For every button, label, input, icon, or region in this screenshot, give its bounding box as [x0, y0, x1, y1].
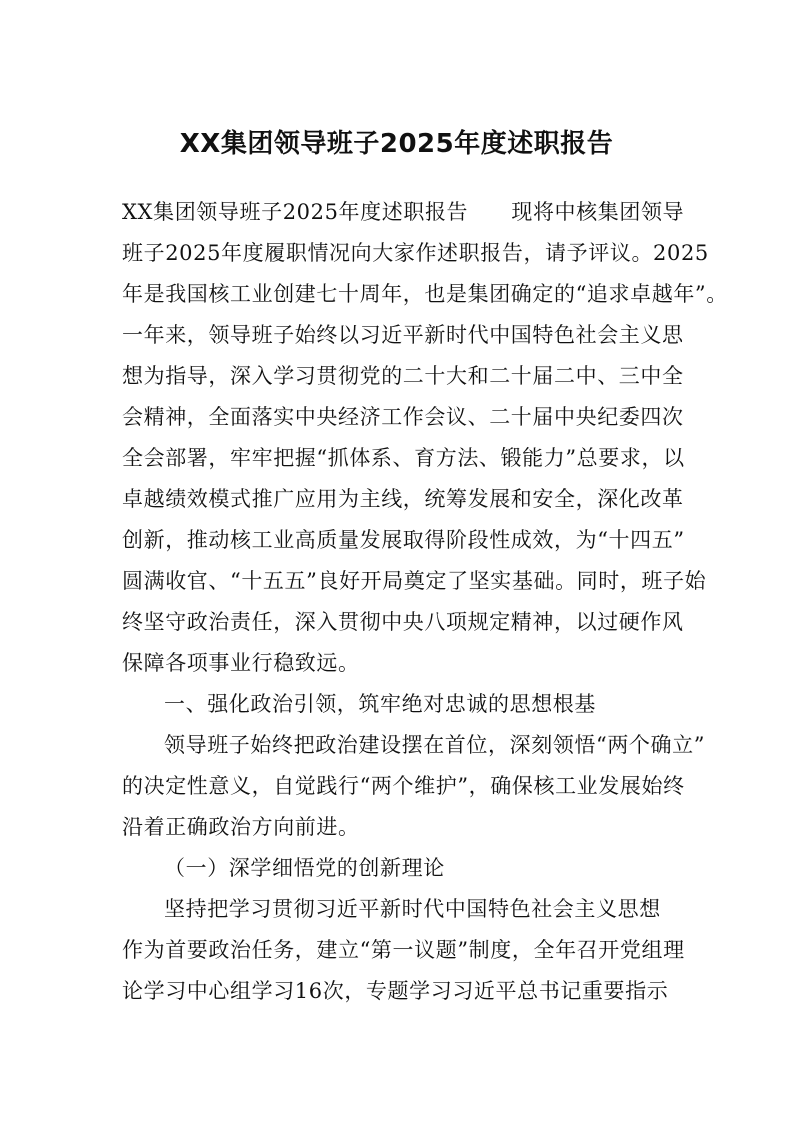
- paragraph-line: 坚持把学习贯彻习近平新时代中国特色社会主义思想: [164, 897, 661, 921]
- subsection-heading: （一）深学细悟党的创新理论: [164, 856, 445, 880]
- section-heading: 一、强化政治引领，筑牢绝对忠诚的思想根基: [164, 692, 596, 716]
- paragraph-line: 创新，推动核工业高质量发展取得阶段性成效，为“十四五”: [122, 528, 685, 552]
- paragraph-line: 圆满收官、“十五五”良好开局奠定了坚实基础。同时，班子始: [122, 569, 707, 593]
- paragraph-line: 卓越绩效模式推广应用为主线，统筹发展和安全，深化改革: [122, 487, 684, 511]
- paragraph-line: XX集团领导班子2025年度述职报告 现将中核集团领导: [122, 200, 685, 224]
- paragraph-line: 论学习中心组学习16次，专题学习习近平总书记重要指示: [122, 979, 669, 1003]
- paragraph-line: 会精神，全面落实中央经济工作会议、二十届中央纪委四次: [122, 405, 684, 429]
- paragraph-line: 的决定性意义，自觉践行“两个维护”，确保核工业发展始终: [122, 774, 685, 798]
- document-title: XX集团领导班子2025年度述职报告: [179, 129, 614, 159]
- paragraph-line: 领导班子始终把政治建设摆在首位，深刻领悟“两个确立”: [164, 733, 706, 757]
- paragraph-line: 终坚守政治责任，深入贯彻中央八项规定精神，以过硬作风: [122, 610, 684, 634]
- paragraph-line: 沿着正确政治方向前进。: [122, 815, 360, 839]
- document-body: [122, 192, 728, 1012]
- paragraph-line: 想为指导，深入学习贯彻党的二十大和二十届二中、三中全: [122, 364, 684, 388]
- paragraph-line: 作为首要政治任务，建立“第一议题”制度，全年召开党组理: [122, 938, 685, 962]
- paragraph-line: 班子2025年度履职情况向大家作述职报告，请予评议。2025: [122, 241, 709, 265]
- paragraph-line: 年是我国核工业创建七十周年，也是集团确定的“追求卓越年”。: [122, 282, 728, 306]
- paragraph-line: 一年来，领导班子始终以习近平新时代中国特色社会主义思: [122, 323, 684, 347]
- paragraph-line: 保障各项事业行稳致远。: [122, 651, 360, 675]
- paragraph-line: 全会部署，牢牢把握“抓体系、育方法、锻能力”总要求，以: [122, 446, 685, 470]
